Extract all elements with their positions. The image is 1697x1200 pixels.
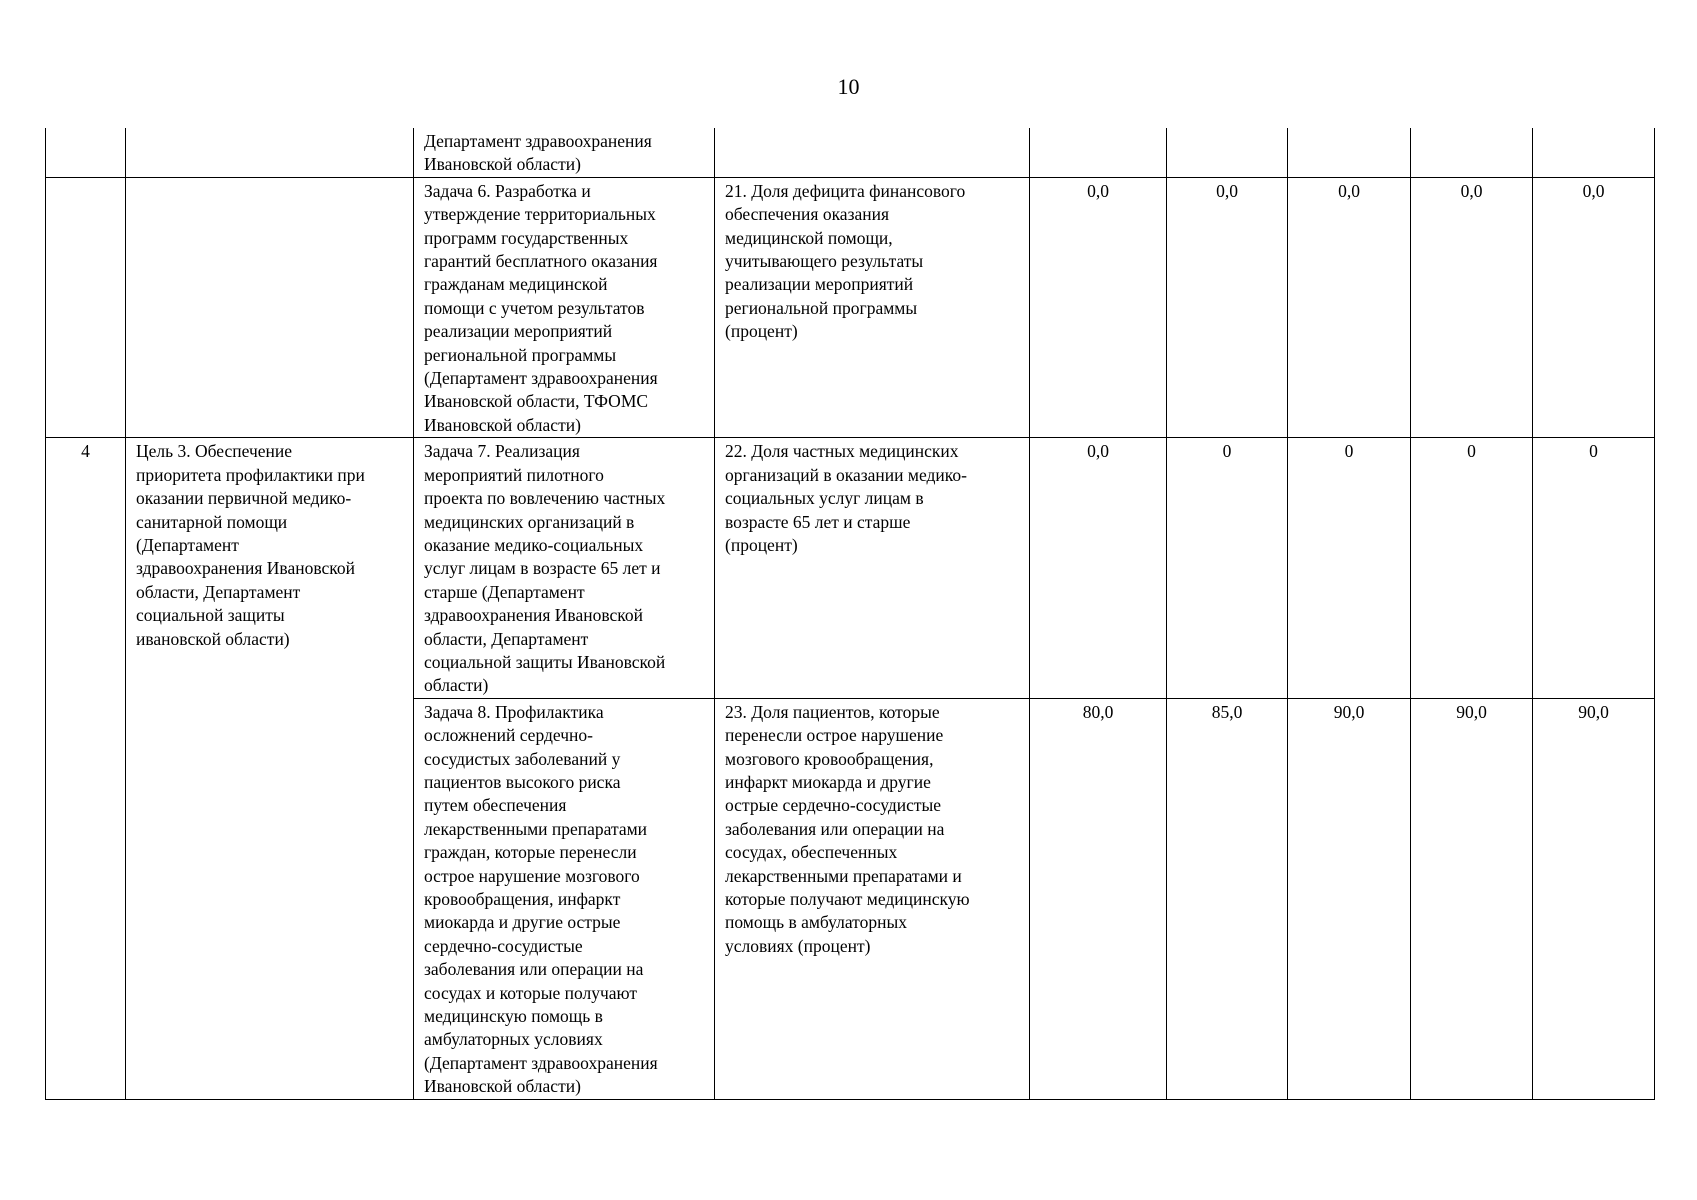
task-text-line: сосудистых заболеваний у bbox=[424, 748, 621, 769]
indicator-cell bbox=[715, 128, 1030, 177]
task-text-line: гражданам медицинской bbox=[424, 274, 608, 295]
indicator-text-line: 21. Доля дефицита финансового bbox=[725, 180, 966, 201]
indicator-text-line: инфаркт миокарда и другие bbox=[725, 771, 931, 792]
task-text-line: помощи с учетом результатов bbox=[424, 297, 645, 318]
task-text-line: услуг лицам в возрасте 65 лет и bbox=[424, 558, 661, 579]
task-text-line: программ государственных bbox=[424, 227, 629, 248]
task-text-line: миокарда и другие острые bbox=[424, 912, 621, 933]
task-text-line: Ивановской области) bbox=[424, 154, 581, 175]
value-cell: 85,0 bbox=[1167, 698, 1288, 1099]
indicator-text-line: социальных услуг лицам в bbox=[725, 488, 924, 509]
indicators-table bbox=[45, 128, 1655, 1100]
indicator-text-line: заболевания или операции на bbox=[725, 818, 945, 839]
goal-cell bbox=[126, 128, 414, 177]
indicator-text-line: лекарственными препаратами и bbox=[725, 865, 962, 886]
goal-cell bbox=[126, 177, 414, 437]
task-text-line: Ивановской области) bbox=[424, 414, 581, 435]
task-text-line: гарантий бесплатного оказания bbox=[424, 251, 658, 272]
indicator-text-line: которые получают медицинскую bbox=[725, 889, 970, 909]
value-cell bbox=[1533, 128, 1655, 177]
task-text-line: осложнений сердечно- bbox=[424, 725, 593, 746]
task-text-line: Ивановской области) bbox=[424, 1076, 581, 1097]
value-cell: 0,0 bbox=[1030, 177, 1167, 437]
value-cell: 0 bbox=[1167, 438, 1288, 698]
goal-text-line: области, Департамент bbox=[136, 581, 301, 602]
value-cell bbox=[1030, 128, 1167, 177]
goal-text-line: здравоохранения Ивановской bbox=[136, 558, 355, 579]
indicator-text-line: реализации мероприятий bbox=[725, 274, 914, 295]
value-cell: 0,0 bbox=[1288, 177, 1411, 437]
task-text-line: (Департамент здравоохранения bbox=[424, 1052, 658, 1073]
task-cell bbox=[414, 177, 715, 437]
task-text-line: проекта по вовлечению частных bbox=[424, 488, 666, 509]
task-text-line: утверждение территориальных bbox=[424, 204, 656, 225]
indicator-text-line: сосудах, обеспеченных bbox=[725, 842, 898, 863]
indicator-text-line: (процент) bbox=[725, 534, 798, 555]
task-text-line: медицинских организаций в bbox=[424, 511, 635, 532]
task-text-line: сердечно-сосудистые bbox=[424, 935, 583, 956]
task-text-line: Департамент здравоохранения bbox=[424, 131, 652, 151]
task-text-line: Задача 6. Разработка и bbox=[424, 180, 591, 201]
table-row bbox=[46, 128, 1655, 177]
task-text-line: области) bbox=[424, 675, 489, 696]
task-text-line: Задача 7. Реализация bbox=[424, 441, 580, 462]
task-text-line: сосудах и которые получают bbox=[424, 982, 638, 1003]
goal-text-line: санитарной помощи bbox=[136, 511, 288, 532]
task-text-line: путем обеспечения bbox=[424, 795, 567, 816]
indicator-text-line: обеспечения оказания bbox=[725, 204, 890, 225]
goal-text-line: оказании первичной медико- bbox=[136, 488, 352, 509]
goal-text-line: Цель 3. Обеспечение bbox=[136, 441, 293, 462]
indicator-text-line: региональной программы bbox=[725, 297, 918, 318]
task-text-line: граждан, которые перенесли bbox=[424, 842, 637, 863]
task-text-line: острое нарушение мозгового bbox=[424, 865, 640, 886]
table-row bbox=[46, 177, 1655, 437]
indicator-text-line: перенесли острое нарушение bbox=[725, 725, 944, 746]
table-row bbox=[46, 438, 1655, 698]
goal-text-line: приоритета профилактики при bbox=[136, 464, 365, 485]
task-text-line: реализации мероприятий bbox=[424, 321, 613, 342]
value-cell bbox=[1288, 128, 1411, 177]
value-cell: 90,0 bbox=[1411, 698, 1533, 1099]
task-text-line: (Департамент здравоохранения bbox=[424, 368, 658, 389]
task-text-line: оказание медико-социальных bbox=[424, 534, 644, 555]
task-text-line: амбулаторных условиях bbox=[424, 1029, 603, 1050]
task-text-line: кровообращения, инфаркт bbox=[424, 889, 621, 909]
value-cell: 0 bbox=[1288, 438, 1411, 698]
value-cell: 0 bbox=[1533, 438, 1655, 698]
task-text-line: заболевания или операции на bbox=[424, 959, 644, 980]
row-number-cell bbox=[46, 177, 126, 437]
value-cell: 0 bbox=[1411, 438, 1533, 698]
indicator-text-line: (процент) bbox=[725, 321, 798, 342]
indicator-cell bbox=[715, 438, 1030, 698]
goal-text-line: ивановской области) bbox=[136, 628, 290, 649]
row-number-cell: 4 bbox=[46, 438, 126, 1099]
task-text-line: мероприятий пилотного bbox=[424, 464, 604, 485]
task-text-line: социальной защиты Ивановской bbox=[424, 651, 666, 672]
task-text-line: области, Департамент bbox=[424, 628, 589, 649]
value-cell: 0,0 bbox=[1533, 177, 1655, 437]
value-cell: 0,0 bbox=[1411, 177, 1533, 437]
goal-cell bbox=[126, 438, 414, 1099]
indicator-text-line: условиях (процент) bbox=[725, 935, 871, 956]
indicator-text-line: мозгового кровообращения, bbox=[725, 748, 934, 769]
indicator-text-line: острые сердечно-сосудистые bbox=[725, 795, 942, 816]
goal-text-line: социальной защиты bbox=[136, 605, 285, 626]
value-cell bbox=[1411, 128, 1533, 177]
value-cell: 90,0 bbox=[1533, 698, 1655, 1099]
indicator-text-line: возрасте 65 лет и старше bbox=[725, 511, 911, 532]
page-number: 10 bbox=[837, 74, 860, 99]
task-text-line: региональной программы bbox=[424, 344, 617, 365]
task-text-line: медицинскую помощь в bbox=[424, 1006, 603, 1027]
indicator-text-line: медицинской помощи, bbox=[725, 227, 893, 248]
value-cell: 0,0 bbox=[1167, 177, 1288, 437]
indicator-cell bbox=[715, 698, 1030, 1099]
task-cell bbox=[414, 128, 715, 177]
task-text-line: лекарственными препаратами bbox=[424, 818, 648, 839]
indicator-text-line: 23. Доля пациентов, которые bbox=[725, 701, 940, 722]
indicator-text-line: 22. Доля частных медицинских bbox=[725, 441, 959, 462]
indicator-text-line: учитывающего результаты bbox=[725, 251, 924, 272]
task-cell bbox=[414, 698, 715, 1099]
task-text-line: здравоохранения Ивановской bbox=[424, 605, 643, 626]
value-cell bbox=[1167, 128, 1288, 177]
task-cell bbox=[414, 438, 715, 698]
value-cell: 80,0 bbox=[1030, 698, 1167, 1099]
task-text-line: Задача 8. Профилактика bbox=[424, 701, 604, 722]
task-text-line: старше (Департамент bbox=[424, 581, 585, 602]
value-cell: 0,0 bbox=[1030, 438, 1167, 698]
indicator-text-line: помощь в амбулаторных bbox=[725, 912, 907, 933]
indicator-text-line: организаций в оказании медико- bbox=[725, 464, 967, 485]
task-text-line: Ивановской области, ТФОМС bbox=[424, 391, 649, 412]
goal-text-line: (Департамент bbox=[136, 534, 239, 555]
indicator-cell bbox=[715, 177, 1030, 437]
value-cell: 90,0 bbox=[1288, 698, 1411, 1099]
row-number-cell bbox=[46, 128, 126, 177]
task-text-line: пациентов высокого риска bbox=[424, 771, 621, 792]
